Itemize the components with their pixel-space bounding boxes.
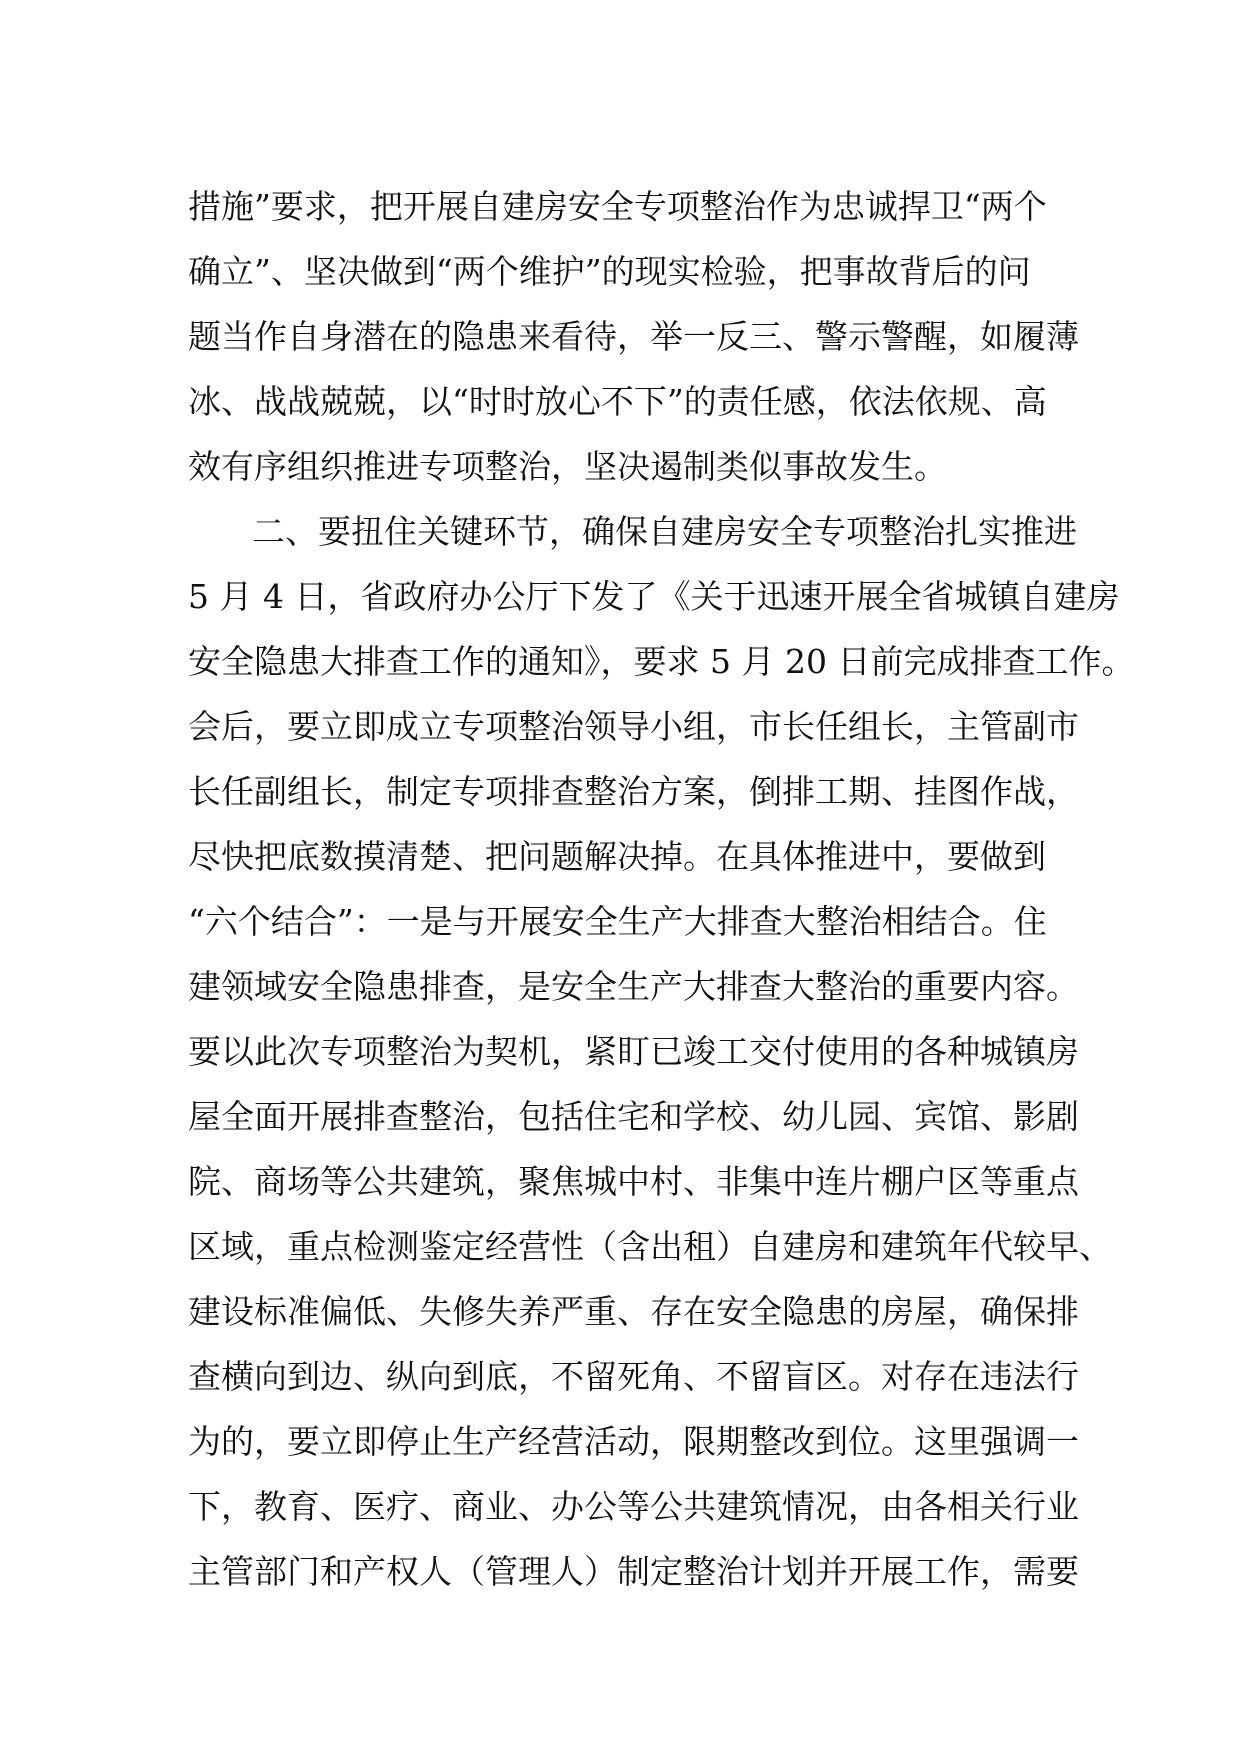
text-line: 主管部门和产权人（管理人）制定整治计划并开展工作，需要 <box>188 1552 1079 1591</box>
text-line: 效有序组织推进专项整治，坚决遏制类似事故发生。 <box>188 447 947 486</box>
text-line: 会后，要立即成立专项整治领导小组，市长任组长，主管副市 <box>188 707 1079 746</box>
text-line: 屋全面开展排查整治，包括住宅和学校、幼儿园、宾馆、影剧 <box>188 1097 1079 1136</box>
text-line: 建设标准偏低、失修失养严重、存在安全隐患的房屋，确保排 <box>188 1292 1079 1331</box>
text-line: 确立”、坚决做到“两个维护”的现实检验，把事故背后的问 <box>188 252 1031 291</box>
body-text <box>188 174 1135 1604</box>
text-line: 安全隐患大排查工作的通知》，要求 5 月 20 日前完成排查工作。 <box>188 642 1135 681</box>
text-line: 5 月 4 日，省政府办公厅下发了《关于迅速开展全省城镇自建房 <box>188 577 1120 616</box>
text-line: 查横向到边、纵向到底，不留死角、不留盲区。对存在违法行 <box>188 1357 1079 1396</box>
text-line: 尽快把底数摸清楚、把问题解决掉。在具体推进中，要做到 <box>188 837 1046 876</box>
text-line: 冰、战战兢兢，以“时时放心不下”的责任感，依法依规、高 <box>188 382 1047 421</box>
text-line: 区域，重点检测鉴定经营性（含出租）自建房和建筑年代较早、 <box>188 1227 1112 1266</box>
text-line: 要以此次专项整治为契机，紧盯已竣工交付使用的各种城镇房 <box>188 1032 1079 1071</box>
text-line: 措施”要求，把开展自建房安全专项整治作为忠诚捍卫“两个 <box>188 187 1047 226</box>
text-line: “六个结合”：一是与开展安全生产大排查大整治相结合。住 <box>188 902 1047 941</box>
text-line: 建领域安全隐患排查，是安全生产大排查大整治的重要内容。 <box>188 967 1079 1006</box>
text-line: 为的，要立即停止生产经营活动，限期整改到位。这里强调一 <box>188 1422 1079 1461</box>
text-line: 下，教育、医疗、商业、办公等公共建筑情况，由各相关行业 <box>188 1487 1079 1526</box>
text-line: 院、商场等公共建筑，聚焦城中村、非集中连片棚户区等重点 <box>188 1162 1079 1201</box>
section-heading: 二、要扭住关键环节，确保自建房安全专项整治扎实推进 <box>252 512 1077 551</box>
text-line: 长任副组长，制定专项排查整治方案，倒排工期、挂图作战， <box>188 772 1079 811</box>
text-line: 题当作自身潜在的隐患来看待，举一反三、警示警醒，如履薄 <box>188 317 1079 356</box>
